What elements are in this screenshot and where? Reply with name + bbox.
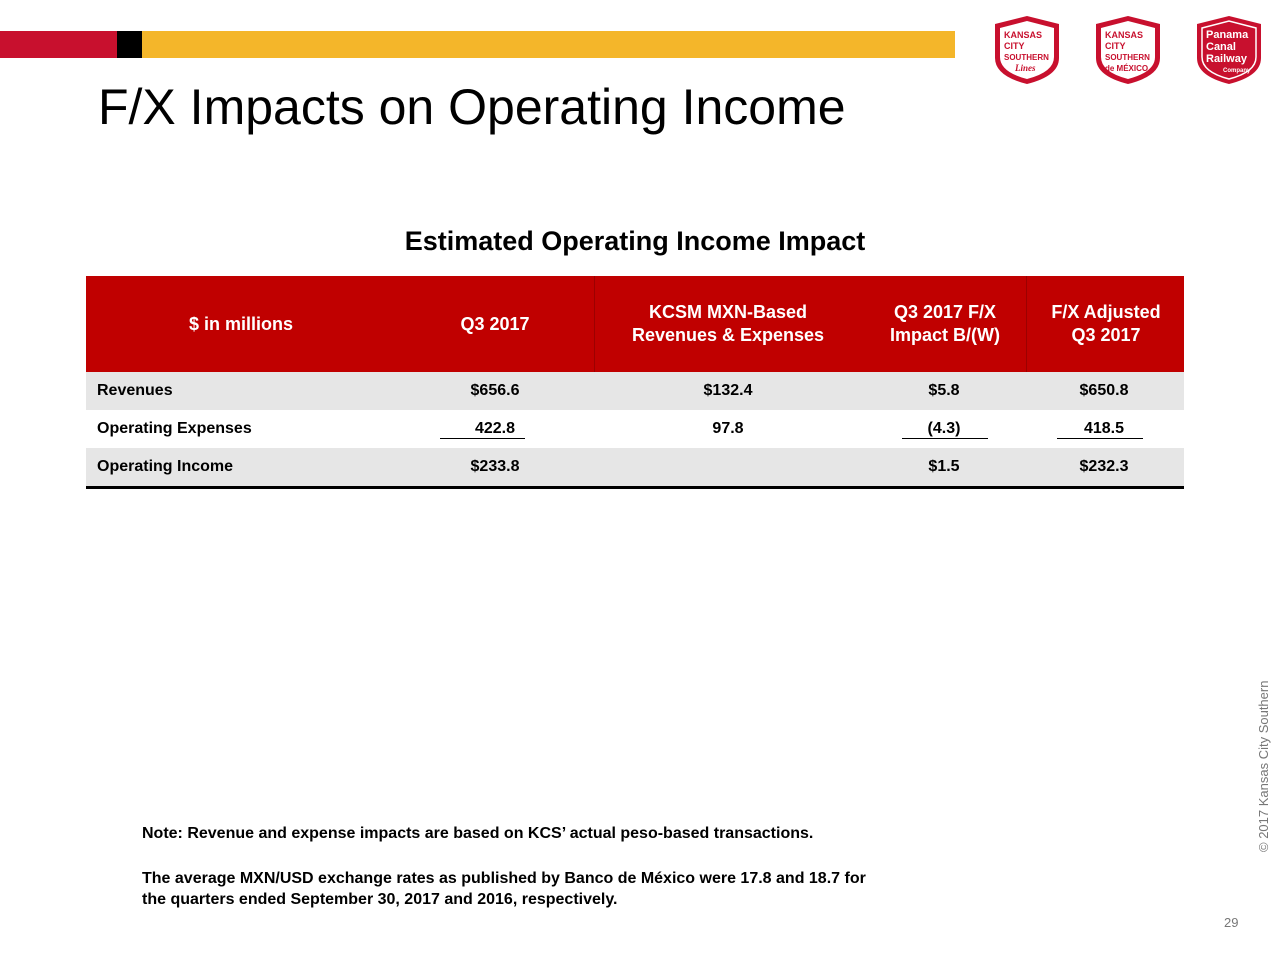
logo3-line3: Railway — [1206, 53, 1247, 65]
logo1-line4: Lines — [1015, 63, 1036, 73]
table-row-revenues — [86, 372, 1184, 410]
cell-fx-impact: (4.3) — [927, 420, 961, 437]
cell-fx-adjusted: $650.8 — [1079, 382, 1129, 399]
column-header-q3-2017: Q3 2017 — [460, 313, 530, 334]
note-exchange-rates-line1: The average MXN/USD exchange rates as published by Banco de México were 17.8 and 18.7 for — [142, 870, 866, 887]
kansas-city-southern-lines-logo — [991, 14, 1063, 86]
logo1-line2: CITY — [1004, 41, 1025, 51]
logo3-line2: Canal — [1206, 41, 1236, 53]
logo2-line2: CITY — [1105, 41, 1126, 51]
logo2-line4: de MÉXICO — [1105, 64, 1149, 73]
logo1-line1: KANSAS — [1004, 30, 1043, 40]
row-label: Operating Income — [97, 458, 234, 475]
cell-kcsm-mxn: 97.8 — [712, 420, 744, 437]
cell-fx-impact: $5.8 — [928, 382, 960, 399]
header-bar-gold — [142, 31, 955, 58]
note-exchange-rates-line2: the quarters ended September 30, 2017 and 2016, respectively. — [142, 891, 618, 908]
table-title: Estimated Operating Income Impact — [404, 226, 866, 256]
cell-kcsm-mxn: $132.4 — [703, 382, 753, 399]
panama-canal-railway-logo — [1193, 14, 1265, 86]
logo3-line1: Panama — [1206, 29, 1249, 41]
table-row-operating-expenses — [86, 410, 1184, 448]
cell-fx-adjusted: 418.5 — [1083, 420, 1125, 437]
operating-income-table — [86, 276, 1184, 489]
column-header-kcsm-mxn: KCSM MXN-Based Revenues & Expenses — [631, 302, 825, 345]
note-revenue-impacts: Note: Revenue and expense impacts are based on KCS’ actual peso-based transactions. — [142, 825, 814, 842]
header-bar-red — [0, 31, 117, 58]
subtotal-underline — [440, 438, 525, 439]
column-header-units: $ in millions — [188, 313, 294, 334]
cell-q3-2017: $233.8 — [470, 458, 520, 475]
page-number: 29 — [1224, 915, 1239, 930]
column-header-fx-impact: Q3 2017 F/X Impact B/(W) — [890, 302, 1000, 345]
copyright-notice: © 2017 Kansas City Southern — [1256, 680, 1271, 852]
page-title: F/X Impacts on Operating Income — [98, 79, 846, 135]
column-separator — [1026, 276, 1027, 372]
subtotal-underline — [902, 438, 988, 439]
cell-fx-adjusted: $232.3 — [1079, 458, 1129, 475]
cell-fx-impact: $1.5 — [928, 458, 960, 475]
row-label: Revenues — [97, 382, 173, 399]
logo2-line3: SOUTHERN — [1105, 53, 1150, 62]
kansas-city-southern-de-mexico-logo — [1092, 14, 1164, 86]
logo2-line1: KANSAS — [1105, 30, 1144, 40]
cell-q3-2017: $656.6 — [470, 382, 520, 399]
column-header-fx-adjusted: F/X Adjusted Q3 2017 — [1051, 302, 1161, 345]
logo1-line3: SOUTHERN — [1004, 53, 1049, 62]
row-label: Operating Expenses — [97, 420, 252, 437]
subtotal-underline — [1057, 438, 1143, 439]
table-bottom-rule — [86, 486, 1184, 489]
cell-q3-2017: 422.8 — [474, 420, 516, 437]
table-row-operating-income — [86, 448, 1184, 486]
table-header — [86, 276, 1184, 372]
logo3-line4: Company — [1223, 68, 1251, 74]
header-bar-black — [117, 31, 142, 58]
